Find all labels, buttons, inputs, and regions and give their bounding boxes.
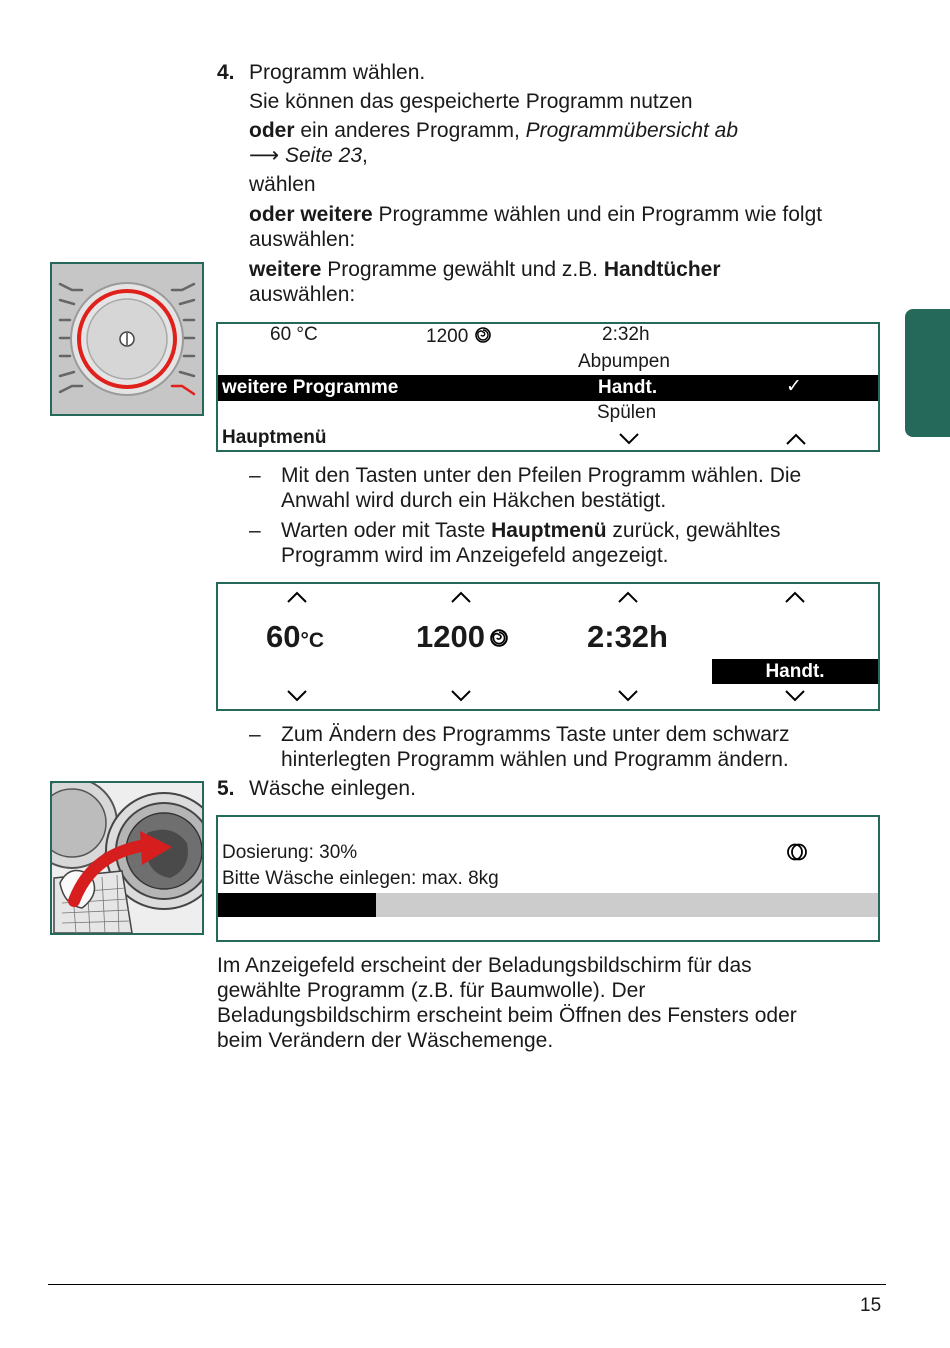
load-laundry-icon <box>52 783 202 933</box>
closing-line3: Beladungsbildschirm erscheint beim Öffnen des Fensters oder <box>217 1004 797 1027</box>
bullet1-line1: Mit den Tasten unter den Pfeilen Programm wählen. Die <box>281 464 802 487</box>
check-icon: ✓ <box>786 376 802 397</box>
chevron-down-icon[interactable] <box>784 689 806 703</box>
bullet-dash: – <box>249 723 261 746</box>
load-label: Bitte Wäsche einlegen: max. 8kg <box>222 868 499 889</box>
chevron-up-icon[interactable] <box>784 590 806 604</box>
step4-line7: weitere Programme gewählt und z.B. Handtücher <box>249 258 721 281</box>
step4-line6: auswählen: <box>249 228 356 251</box>
dosage-label: Dosierung: 30% <box>222 842 358 863</box>
spin-icon <box>474 326 492 344</box>
bullet2-line2: Programm wird im Anzeigefeld angezeigt. <box>281 544 669 567</box>
closing-line2: gewählte Programm (z.B. für Baumwolle). Der <box>217 979 646 1002</box>
display1-highlight-row <box>218 375 878 401</box>
display2-program: Handt. <box>765 661 825 682</box>
display1-temp: 60 °C <box>270 324 318 345</box>
closing-line4: beim Verändern der Wäschemenge. <box>217 1029 554 1052</box>
chevron-down-icon[interactable] <box>617 689 639 703</box>
selected-program[interactable]: Handt. <box>598 377 658 398</box>
display2-spin: 1200 <box>416 619 509 655</box>
dosing-icon <box>786 843 808 861</box>
step4-title: Programm wählen. <box>249 61 426 84</box>
display1-next-option[interactable]: Spülen <box>597 402 657 423</box>
step4-number: 4. <box>217 61 235 84</box>
step4-line1: Sie können das gespeicherte Programm nutzen <box>249 90 693 113</box>
step5-title: Wäsche einlegen. <box>249 777 416 800</box>
display-main-screen <box>216 582 880 711</box>
bullet3-line2: hinterlegten Programm wählen und Programm ändern. <box>281 748 789 771</box>
bullet1-line2: Anwahl wird durch ein Häkchen bestätigt. <box>281 489 667 512</box>
dial-knob-icon <box>52 264 202 414</box>
chevron-up-icon[interactable] <box>785 432 807 446</box>
chevron-up-icon[interactable] <box>617 590 639 604</box>
bullet-dash: – <box>249 464 261 487</box>
display2-program-highlight[interactable] <box>712 659 878 684</box>
step5-number: 5. <box>217 777 235 800</box>
page-number: 15 <box>860 1295 882 1316</box>
chevron-down-icon[interactable] <box>286 689 308 703</box>
step4-line3: ⟶ Seite 23, <box>249 144 368 167</box>
display-program-selection <box>216 322 880 452</box>
step4-line2: oder ein anderes Programm, Programmübersicht ab <box>249 119 739 142</box>
bullet-dash: – <box>249 519 261 542</box>
chapter-tab <box>905 309 950 437</box>
chevron-down-icon[interactable] <box>450 689 472 703</box>
bullet3-line1: Zum Ändern des Programms Taste unter dem schwarz <box>281 723 790 746</box>
display1-prev-option[interactable]: Abpumpen <box>578 351 670 372</box>
chevron-down-icon[interactable] <box>618 432 640 446</box>
chevron-up-icon[interactable] <box>450 590 472 604</box>
spin-icon <box>489 628 509 648</box>
dial-knob-illustration <box>50 262 204 416</box>
display1-time: 2:32h <box>602 324 650 345</box>
load-laundry-illustration <box>50 781 204 935</box>
load-progress-bar <box>218 893 878 917</box>
display2-temp: 60°C <box>266 619 325 654</box>
further-programs-label[interactable]: weitere Programme <box>222 377 399 398</box>
display2-time: 2:32h <box>587 619 668 654</box>
display-loading-screen <box>216 815 880 942</box>
load-progress-fill <box>218 893 376 917</box>
bullet2-line1: Warten oder mit Taste Hauptmenü zurück, gewähltes <box>281 519 781 542</box>
display1-spin: 1200 <box>426 326 492 348</box>
step4-line5: oder weitere Programme wählen und ein Programm wie folgt <box>249 203 823 226</box>
footer-rule <box>48 1284 886 1285</box>
main-menu-label[interactable]: Hauptmenü <box>222 427 327 448</box>
closing-line1: Im Anzeigefeld erscheint der Beladungsbildschirm für das <box>217 954 752 977</box>
chevron-up-icon[interactable] <box>286 590 308 604</box>
step4-line8: auswählen: <box>249 283 356 306</box>
step4-line4: wählen <box>249 173 316 196</box>
